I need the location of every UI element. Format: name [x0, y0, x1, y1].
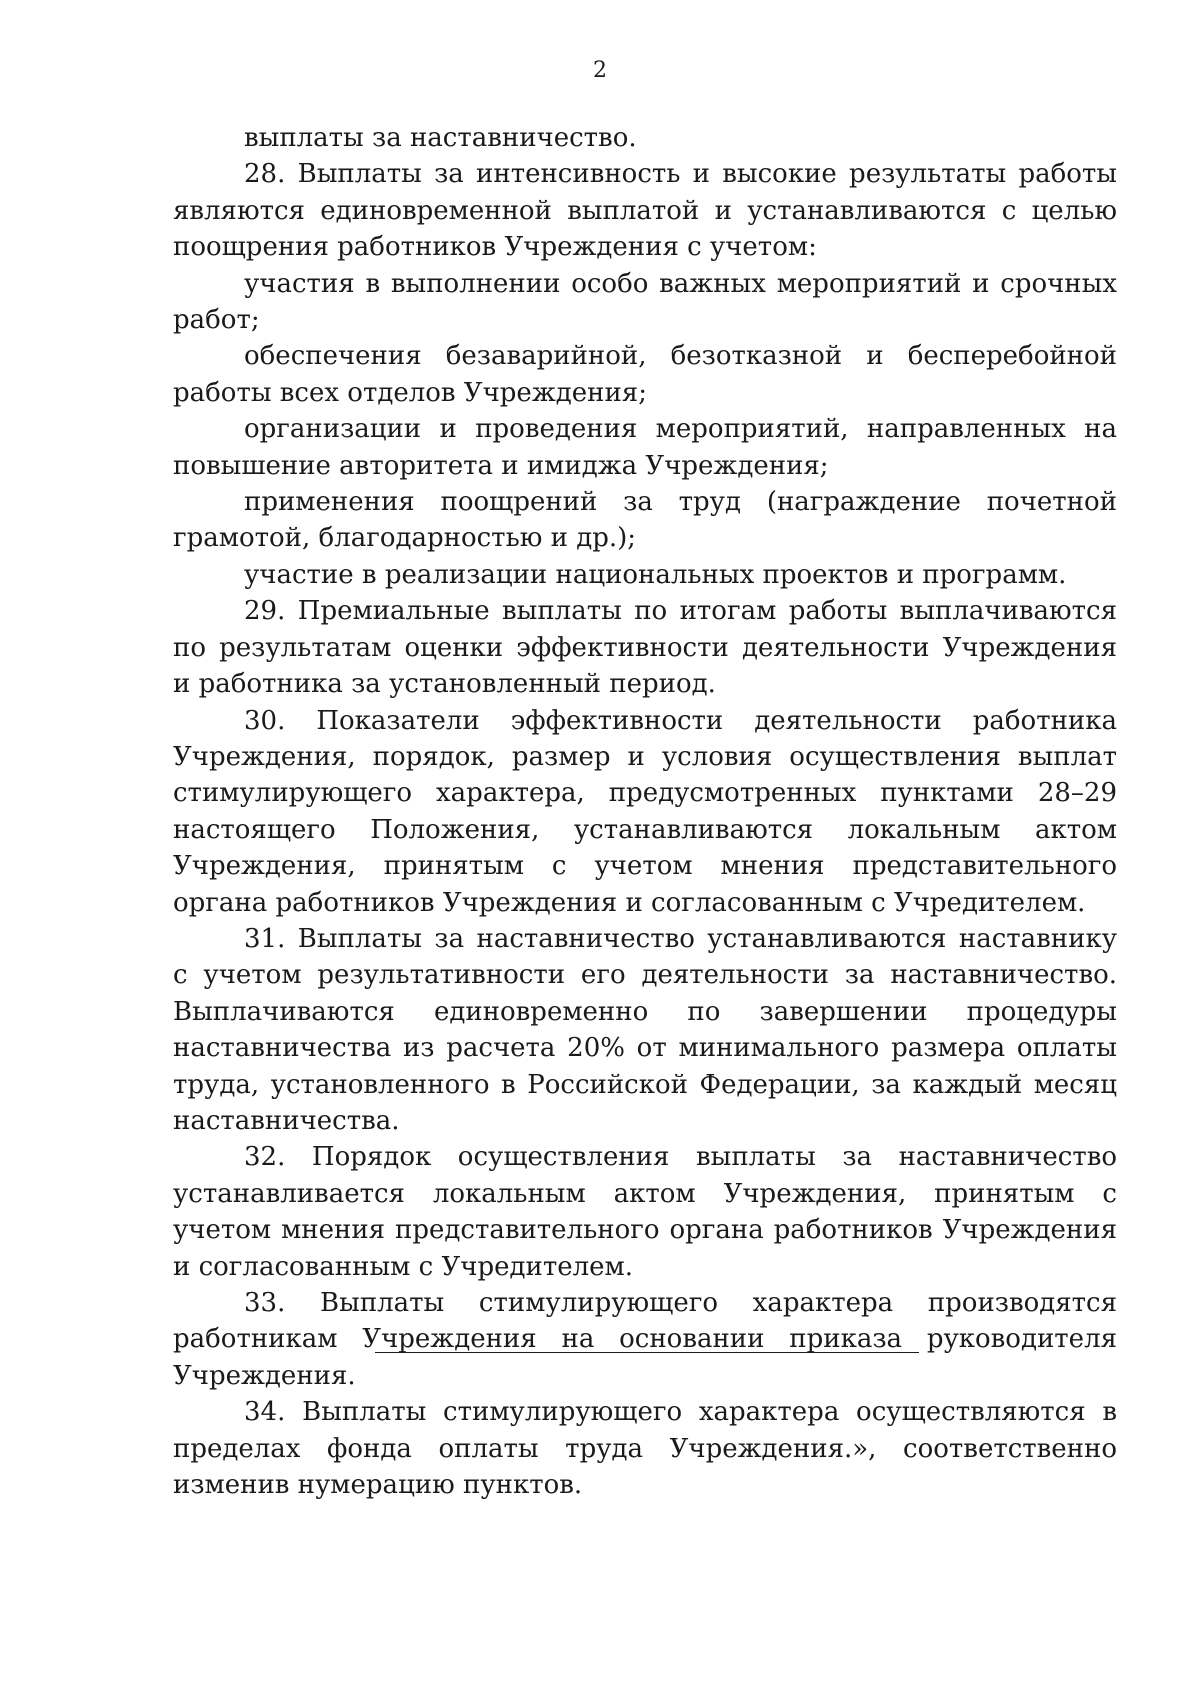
paragraph-item-31: 31. Выплаты за наставничество устанавливаются наставнику с учетом результативности его деятельности за наставничество. Выплачиваются единовременно по завершении процедуры наставничества из расчета 20% от минимального размера оплаты труда, установленного в Российской Федерации, за каждый месяц наставничества. [173, 923, 1117, 1136]
paragraph-criterion-3: организации и проведения мероприятий, направленных на повышение авторитета и имиджа Учреждения; [173, 414, 1117, 481]
paragraph-item-33: 33. Выплаты стимулирующего характера производятся работникам Учреждения на основании приказа руководителя Учреждения. [173, 1288, 1117, 1391]
paragraph-criterion-2: обеспечения безаварийной, безотказной и бесперебойной работы всех отделов Учреждения; [173, 341, 1117, 408]
paragraph-item-34: 34. Выплаты стимулирующего характера осуществляются в пределах фонда оплаты труда Учреждения.», соответственно изменив нумерацию пунктов. [173, 1397, 1117, 1501]
paragraph-criterion-5: участие в реализации национальных проектов и программ. [244, 559, 1067, 590]
paragraph-item-30: 30. Показатели эффективности деятельности работника Учреждения, порядок, размер и условия осуществления выплат стимулирующего характера, предусмотренных пунктами 28–29 настоящего Положения, устанавливаются локальным актом Учреждения, принятым с учетом мнения представительного органа работников Учреждения и согласованным с Учредителем. [173, 705, 1117, 918]
paragraph-item-32: 32. Порядок осуществления выплаты за наставничество устанавливается локальным актом Учреждения, принятым с учетом мнения представительного органа работников Учреждения и согласованным с Учредителем. [173, 1142, 1117, 1282]
paragraph-continuation: выплаты за наставничество. [244, 123, 637, 153]
page-number: 2 [593, 58, 607, 83]
paragraph-item-29: 29. Премиальные выплаты по итогам работы выплачиваются по результатам оценки эффективности деятельности Учреждения и работника за установленный период. [173, 596, 1117, 700]
paragraph-item-28: 28. Выплаты за интенсивность и высокие результаты работы являются единовременной выплатой и устанавливаются с целью поощрения работников Учреждения с учетом: [173, 159, 1117, 263]
closing-separator-line [375, 1352, 919, 1353]
document-body [173, 120, 1117, 1503]
paragraph-criterion-1: участия в выполнении особо важных мероприятий и срочных работ; [173, 268, 1117, 336]
paragraph-criterion-4: применения поощрений за труд (награждение почетной грамотой, благодарностью и др.); [173, 487, 1117, 554]
